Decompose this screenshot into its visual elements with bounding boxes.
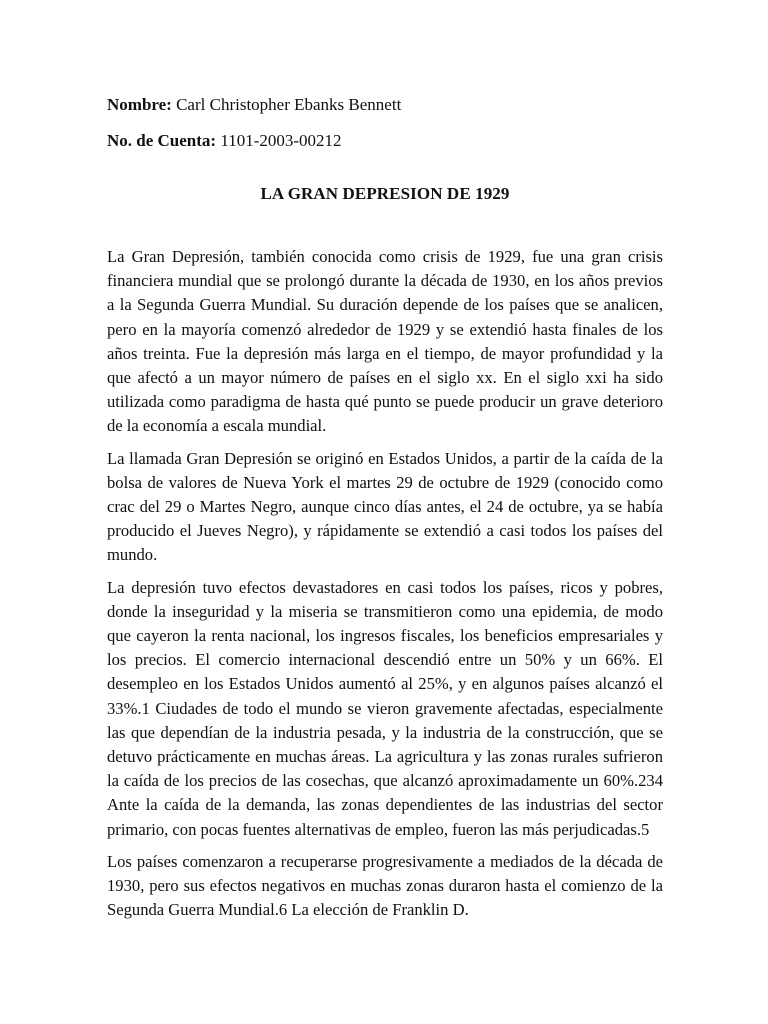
student-name-line [107, 94, 663, 116]
body-paragraph-3: La depresión tuvo efectos devastadores en casi todos los países, ricos y pobres, donde la inseguridad y la miseria se transmitieron como una epidemia, de modo que cayeron la renta nacional, los ingresos fiscales, los beneficios empresariales y los precios. El comercio internacional descendió entre un 50% y un 66%. El desempleo en los Estados Unidos aumentó al 25%, y en algunos países alcanzó el 33%.1 Ciudades de todo el mundo se vieron gravemente afectadas, especialmente las que dependían de la industria pesada, y la industria de la construcción, que se detuvo prácticamente en muchas áreas. La agricultura y las zonas rurales sufrieron la caída de los precios de las cosechas, que alcanzó aproximadamente un 60%.234 Ante la caída de la demanda, las zonas dependientes de las industrias del sector primario, con pocas fuentes alternativas de empleo, fueron las más perjudicadas.5 [107, 577, 663, 839]
account-number-value: 1101-2003-00212 [220, 131, 342, 150]
body-paragraph-1: La Gran Depresión, también conocida como crisis de 1929, fue una gran crisis financiera mundial que se prolongó durante la década de 1930, en los años previos a la Segunda Guerra Mundial. Su duración depende de los países que se analicen, pero en la mayoría comenzó alrededor de 1929 y se extendió hasta finales de los años treinta. Fue la depresión más larga en el tiempo, de mayor profundidad y la que afectó a un mayor número de países en el siglo xx. En el siglo xxi ha sido utilizada como paradigma de hasta qué punto se puede producir un grave deterioro de la economía a escala mundial. [107, 247, 663, 436]
student-name-value: Carl Christopher Ebanks Bennett [176, 95, 402, 114]
document-title: LA GRAN DEPRESION DE 1929 [260, 184, 510, 203]
body-paragraph-4: Los países comenzaron a recuperarse progresivamente a mediados de la década de 1930, pero sus efectos negativos en muchas zonas duraron hasta el comienzo de la Segunda Guerra Mundial.6 La elección de Franklin D. [107, 851, 663, 920]
body-paragraph-2: La llamada Gran Depresión se originó en Estados Unidos, a partir de la caída de la bolsa de valores de Nueva York el martes 29 de octubre de 1929 (conocido como crac del 29 o Martes Negro, aunque cinco días antes, el 24 de octubre, ya se había producido el Jueves Negro), y rápidamente se extendió a casi todos los países del mundo. [107, 448, 663, 565]
account-number-label: No. de Cuenta: [107, 131, 217, 150]
account-number-line [107, 130, 663, 152]
student-name-label: Nombre: [107, 95, 172, 114]
